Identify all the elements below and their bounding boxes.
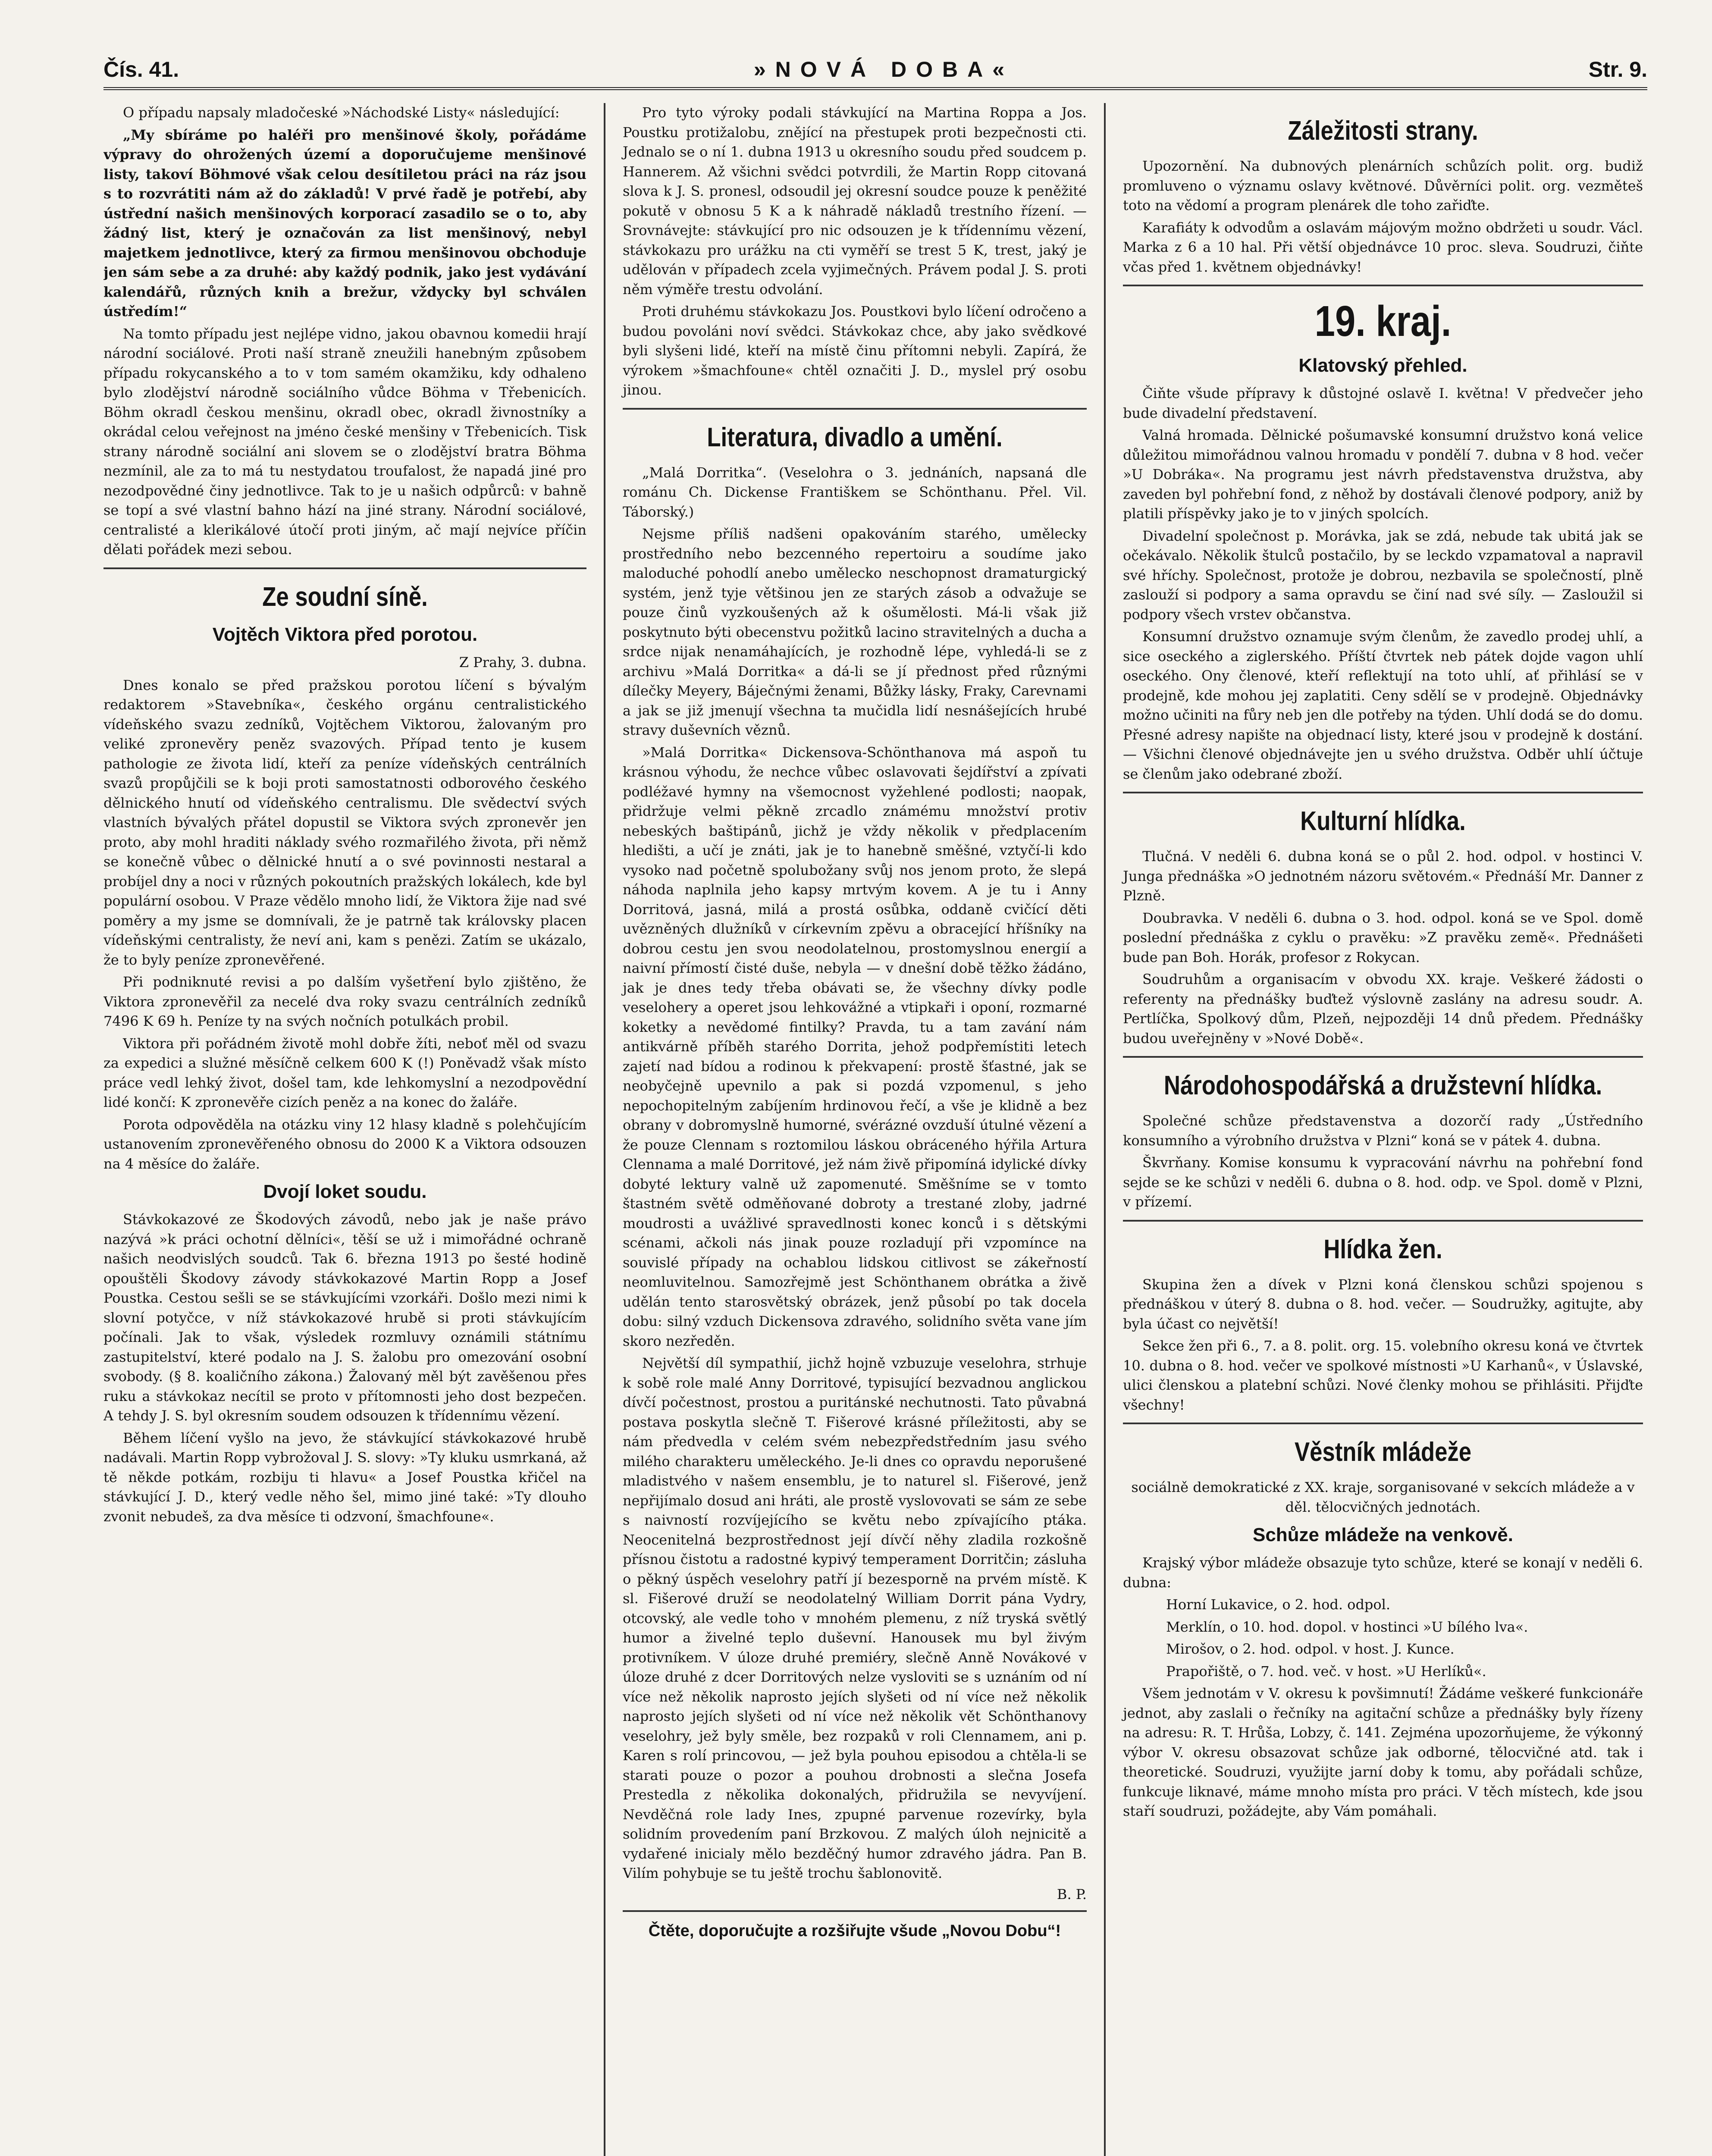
paragraph: Upozornění. Na dubnových plenárních schůzích polit. org. budiž promluveno o významu oslavy květnové. Důvěrníci polit. org. vezměteš toto na vědomí a program plenárek dle toho zařiďte. xyxy=(1123,158,1643,213)
article-title-double-standard: Dvojí loket soudu. xyxy=(263,1181,427,1202)
divider xyxy=(1123,1220,1643,1222)
column-left xyxy=(103,103,604,2156)
page-number: Str. 9. xyxy=(1588,57,1647,81)
paragraph: Škvrňany. Komise konsumu k vypracování návrhu na pohřební fond sejde se ke schůzi v neděli 6. dubna o 8. hod. odp. ve Spol. domě v Plzni, v přízemí. xyxy=(1123,1154,1643,1210)
columns xyxy=(103,103,1647,2156)
paragraph: Proti druhému stávkokazu Jos. Poustkovi bylo líčení odročeno a budou povoláni noví svědci. Stávkokaz chce, aby jako svědkové byli slyšeni lidé, kteří na místě činu přítomni nebyli. Zapírá, že výrokem »šmachfoune« chtěl označiti J. D., myslel prý osobu jinou. xyxy=(623,303,1087,398)
divider xyxy=(1123,1423,1643,1424)
paragraph: Dnes konalo se před pražskou porotou líčení s bývalým redaktorem »Stavebníka«, českého orgánu centralistického vídeňského svazu zedníků, Vojtěchem Viktorou, žalovaným pro veliké zpronevěry peněz svazových. Případ tento je kusem pathologie ze života lidí, kteří za peníze vídeňských centrálních svazů propůjčili se k boji proti samostatnosti odborového českého dělnického hnutí od vídeňského centralismu. Dle svědectví svých vlastních bývalých přátel dopustil se Viktora svých zpronevěr jen proto, aby mohl hraditi náklady svého rozmařilého života, při němž se konečně vůbec o dělnické hnutí a o své povinnosti nestaral a probíjel dny a noci v různých pokoutních pražských lokálech, kde byl populární osobou. V Praze vědělo mnoho lidí, že Viktora žije nad své poměry a my jsme se domnívali, že je patrně tak královsky placen vídeňskými centralisty, že neví ani, kam s penězi. Zatím se ukázalo, že to byly peníze zpronevěřené. xyxy=(103,677,586,968)
issue-number: Čís. 41. xyxy=(103,57,179,81)
list-item: Mirošov, o 2. hod. odpol. v host. J. Kunce. xyxy=(1166,1641,1455,1657)
paper-name: »NOVÁ DOBA« xyxy=(753,57,1014,81)
subheading-youth-meetings: Schůze mládeže na venkově. xyxy=(1252,1524,1514,1545)
divider xyxy=(1123,285,1643,286)
paragraph: Čiňte všude přípravy k důstojné oslavě I. května! V předvečer jeho bude divadelní představení. xyxy=(1123,385,1643,421)
paragraph: Pro tyto výroky podali stávkující na Martina Roppa a Jos. Poustku protižalobu, znějící na přestupek proti bezpečnosti cti. Jednalo se o ní 1. dubna 1913 u okresního soudu před soudcem p. Hannerem. Až všichni svědci potvrdili, že Martin Ropp citovaná slova k J. S. pronesl, odsoudil jej okresní soudce pouze k peněžité pokutě v obnosu 5 K a k náhradě nákladů trestního řízení. — Srovnávejte: stávkující pro nic odsouzen je k třídennímu vězení, stávkokazu pro urážku na cti vyměří se trest 5 K, trest, jaký je udělován v případech zcela vyjimečných. Právem podal J. S. proti něm výměře trestu odvolání. xyxy=(623,104,1087,298)
paragraph: Krajský výbor mládeže obsazuje tyto schůze, které se konají v neděli 6. dubna: xyxy=(1123,1554,1643,1591)
paragraph: Valná hromada. Dělnické pošumavské konsumní družstvo koná velice důležitou mimořádnou valnou hromadu v pondělí 7. dubna v 8 hod. večer »U Dobráka«. Na programu jest návrh představenstva družstva, aby zaveden byl pohřební fond, z něhož by dostávali členové podpory, aniž by platili příspěvky jako je to v jiných spolcích. xyxy=(1123,427,1643,522)
paragraph: Konsumní družstvo oznamuje svým členům, že zavedlo prodej uhlí, a sice oseckého a ziglerského. Příští čtvrtek neb pátek dojde vagon uhlí oseckého. Ony členové, kteří reflektují na toto uhlí, ať přihlásí se v prodejně, kde mohou jej zaplatiti. Ceny sdělí se v prodejně. Objednávky možno učiniti na fůry neb jen dle potřeby na týden. Uhlí dodá se do domu. Přesné adresy napište na objednací listy, které jsou v prodejně k dostání. — Všichni členové objednávejte jen u svého družstva. Odběr uhlí účtuje se členům jako odebrané zboží. xyxy=(1123,628,1643,782)
divider xyxy=(623,408,1087,410)
section-heading-region: 19. kraj. xyxy=(1314,297,1452,345)
paragraph: »Malá Dorritka« Dickensova-Schönthanova má aspoň tu krásnou výhodu, že nechce vůbec oslavovati šejdířství a zpívati podléžavé hymny na všemocnost vyžehlené podlosti; naopak, přidržuje velmi pěkně zrcadlo známému množství protiv nebeských baštipánů, jichž je vždy několik v předplacením hledišti, a učí je znáti, jak je to hanebně směšné, vztyčí-li kdo vysoko nad početně spolubožany svůj nos jenom proto, že slepá náhoda naplnila jeho kapsy mrtvým kovem. A je tu i Anny Dorritová, jasná, milá a prostá osůbka, oddaně cvičící děti uvězněných dlužníků v církevním zpěvu a obracející hříšníky na dobrou cestu jen svou neodolatelnou, prostomyslnou energií a naivní přímostí čisté duše, nebyla — v dnešní době těžko žádáno, jak je dnes tedy třeba obávati se, že všechny dívky podle veselohery a operet jsou lehkovážné a vtipkaři i oponí, rozmarné koketky a nevědomé fintilky? Pravda, tu a tam zavání nám antikvárně příběh starého Dorrita, jehož podpřemístiti letech zajetí nad bídou a rodinou k překvapení: prostě šťastné, jak se neobyčejně upevnilo a pak si pozdá vzpomenul, s jeho nepochopitelným zabíjením hrdinovou řečí, a vše je klidně a bez obrany v dobromyslně humorné, svérázné ovzduší útulné vězení a že pouze Clennam s roztomilou láskou obráceného hýřila Artura Clennama a malé Dorritové, jež nám živě připomíná idylické dívky dobyté lektury valně už zapomenuté. Směšníme se v tomto štastném světě odměňované dobroty a trestané zloby, jadrné moudrosti a uvážlivé spravedlnosti konec konců i s dětskými scénami, ačkoli nás jinak pouze rozladují při vzpomínce na souvislé případy na ochablou lidskou citlivost se zákeřností neomluvitelnou. Samozřejmě jest Schönthanem obrátka a živě udělán tento starosvětský obrázek, jenž působí po tak docela dobu: silný vzduch Dickensova zdravého, solidního světa vane jím skoro nezředěn. xyxy=(623,744,1087,1349)
paragraph: Společné schůze představenstva a dozorčí rady „Ústředního konsumního a výrobního družstva v Plzni“ koná se v pátek 4. dubna. xyxy=(1123,1112,1643,1149)
paragraph: sociálně demokratické z XX. kraje, sorganisované v sekcích mládeže a v děl. tělocvičných jednotách. xyxy=(1131,1479,1635,1515)
subheading-klatovy: Klatovský přehled. xyxy=(1298,355,1467,376)
divider xyxy=(1123,792,1643,793)
review-title: „Malá Dorritka“. (Veselohra o 3. jednáních, napsaná dle románu Ch. Dickense Františkem se Schönthanu. Přel. Vil. Táborský.) xyxy=(623,464,1087,520)
article-title-viktora: Vojtěch Viktora před porotou. xyxy=(212,624,478,645)
list-item: Merklín, o 10. hod. dopol. v hostinci »U bílého lva«. xyxy=(1166,1618,1528,1635)
paragraph: O případu napsaly mladočeské »Náchodské Listy« následující: xyxy=(123,104,560,121)
column-right xyxy=(1104,103,1643,2156)
paragraph: Při podniknuté revisi a po dalším vyšetření bylo zjištěno, že Viktora zpronevěřil za necelé dva roky svazu centrálních zedníků 7496 K 69 h. Peníze ty na svých nočních potulkách probil. xyxy=(103,974,586,1029)
divider xyxy=(1123,1056,1643,1058)
paragraph: Nejsme příliš nadšeni opakováním starého, umělecky prostředního nebo bezcenného repertoiru a soudíme jako maloduché pohodlí anebo umělecko neschopnost dramaturgický systém, jenž tyje většinou jen ze starých zásob a odvažuje se pouze činů vyzkoušených až k ošumělosti. Má-li však již poskytnuto býti obecenstvu požitků lacino stravitelných a ducha a srdce nijak nenamáhajících, je rozhodně lépe, vyhledá-li se z archivu »Malá Dorritka« a dá-li se jí přednost před různými dílečky Meyery, Báječnými ženami, Bůžky lásky, Fraky, Carevnami a jak se již jmenují všechna ta mučidla lidí nesnášejících hrubé stravy duševních věznů. xyxy=(623,526,1087,738)
quotation: „My sbíráme po haléři pro menšinové školy, pořádáme výpravy do ohrožených území a doporučujeme menšinové listy, takoví Böhmové však celou desítiletou práci na ráz jsou s to rozvrátiti nám až do základů! V prvé řadě je potřebí, aby ústřední našich menšinových korporací zasadilo se o to, aby žádný list, který je označován za list menšinový, nebyl majetkem jednotlivce, který za firmou menšinovou obchoduje jen sám sebe a za druhé: aby každý podnik, jako jest vydávání kalendářů, různých knih a brežur, vždycky byl schválen ústředím!“ xyxy=(103,126,586,320)
paragraph: Porota odpověděla na otázku viny 12 hlasy kladně s polehčujícím ustanovením zpronevěřeného obnosu do 2000 K a Viktora odsouzen na 4 měsíce do žaláře. xyxy=(103,1116,586,1172)
section-heading-party: Záležitosti strany. xyxy=(1288,116,1478,146)
section-heading-youth: Věstník mládeže xyxy=(1294,1437,1472,1467)
paragraph: Soudruhům a organisacím v obvodu XX. kraje. Veškeré žádosti o referenty na přednášky buďtež výslovně zaslány na adresu soudr. A. Pertlíčka, Spolkový dům, Plzeň, nejpozději 14 dnů předem. Přednášky budou uveřejněny v »Nové Době«. xyxy=(1123,971,1643,1047)
paragraph: Tlučná. V neděli 6. dubna koná se o půl 2. hod. odpol. v hostinci V. Junga přednáška »O jednotném názoru světovém.« Přednáší Mr. Danner z Plzně. xyxy=(1123,848,1643,904)
paragraph: Skupina žen a dívek v Plzni koná členskou schůzi spojenou s přednáškou v úterý 8. dubna o 8. hod. večer. — Soudružky, agitujte, aby byla účast co největší! xyxy=(1123,1276,1643,1332)
list-item: Horní Lukavice, o 2. hod. odpol. xyxy=(1166,1596,1391,1613)
subscription-notice: Čtěte, doporučujte a rozšiřujte všude „Novou Dobu“! xyxy=(648,1921,1061,1940)
paragraph: Sekce žen při 6., 7. a 8. polit. org. 15. volebního okresu koná ve čtvrtek 10. dubna o 8. hod. večer ve spolkové místnosti »U Karhanů«, v Úslavské, ulici členskou a platební schůzi. Nové členky mohou se přihlásiti. Přijďte všechny! xyxy=(1123,1338,1643,1413)
signature: B. P. xyxy=(1057,1886,1087,1902)
section-heading-culture: Kulturní hlídka. xyxy=(1300,806,1466,836)
column-middle xyxy=(604,103,1104,2156)
masthead xyxy=(103,47,1647,90)
paragraph: Karafiáty k odvodům a oslavám májovým možno obdržeti u soudr. Václ. Marka z 6 a 10 hal. Při větší objednávce 10 proc. sleva. Soudruzi, čiňte včas před 1. květnem objednávky! xyxy=(1123,219,1643,275)
section-heading-court: Ze soudní síně. xyxy=(262,582,428,612)
divider xyxy=(103,567,586,569)
section-heading-women: Hlídka žen. xyxy=(1323,1234,1442,1264)
paragraph: Největší díl sympathií, jichž hojně vzbuzuje veselohra, strhuje k sobě role malé Anny Dorritové, typisující bezvadnou anglickou dívčí počestnost, prostou a puritánské nechutnosti. Tato půvabná postava poskytla slečně T. Fišerové krásné příležitosti, aby se nám předvedla v celém svém nebezpředstředním jasu svého milého charakteru uměleckého. Je-li dnes co opravdu neporušené mladistvého v našem ensemblu, je to naturel sl. Fišerové, jenž nepřijímalo dosud ani hráti, ale prostě vyslovovati se sám ze sebe s naivností rozvíjejícího se květu nebo zpívajícího ptáka. Neocenitelná bezprostřednost její dívčí něhy zladila rozkošně přísnou čistotu a radostné kypivý temperament Dorritčin; zásluha o pěkný úspěch veselohry patří jí bezesporně na prvém místě. K sl. Fišerové druží se neodolatelný William Dorrit pána Vydry, otcovský, ale vedle toho v mnohém plemenu, z níž tryská světlý humor a živelné teplo duševní. Hanousek mu byl živým protivníkem. V úloze druhé premiéry, slečně Anně Novákové v úloze druhé z dcer Dorritových nelze vysloviti se s uznáním od ní více než několik naprosto jejích slyšeti od ní více než několik naprosto jejích slyšeti od ní více než několik vět Schönthanovy veselohry, jež byly směle, bez rozpaků v roli Clennamem, ani p. Karen s rolí princovou, — jež byla pouhou episodou a chtěla-li se starati pouze o pozor a pouhou drobnosti a slečna Josefa Prestedla z několika dokonalých, přidružila se nevyvíjení. Nevděčná role lady Ines, zpupné parvenue rozevírky, byla solidním provedením paní Brzkovou. Z malých úloh nejnicitě a vydařené inicialy mělo bezděčný humor zdravého jádra. Pan B. Vilím pohybuje se tu ještě trochu šablonovitě. xyxy=(623,1355,1087,1881)
paragraph: Doubravka. V neděli 6. dubna o 3. hod. odpol. koná se ve Spol. domě poslední přednáška z cyklu o pravěku: »Z pravěku země«. Přednášeti bude pan Boh. Horák, profesor z Rokycan. xyxy=(1123,909,1643,965)
section-heading-economy: Národohospodářská a družstevní hlídka. xyxy=(1163,1071,1602,1100)
paragraph: Viktora při pořádném životě mohl dobře žíti, neboť měl od svazu za expedici a služné měsíčně celkem 600 K (!) Poněvadž však místo práce vedl lehký život, došel tam, kde lehkomyslní a nezodpovědní lidé končí: K zpronevěře cizích peněz a na konec do žaláře. xyxy=(103,1035,586,1110)
paragraph: Stávkokazové ze Škodových závodů, nebo jak je naše právo nazývá »k práci ochotní dělníci«, těší se už i mimořádné ochraně našich neodvislých soudců. Tak 6. března 1913 po šesté hodině opouštěli Škodovy závody stávkokazové Martin Ropp a Josef Poustka. Cestou sešli se se stávkujícími vzorkáři. Došlo mezi nimi k slovní potyčce, v níž stávkokazové hrubě si proti stávkujícím počínali. Jak to však, výsledek rozmluvy oznámili státnímu zastupitelství, které podalo na J. S. žalobu pro omezování osobní svobody. (§ 8. koaličního zákona.) Žalovaný měl být zavěšenou přes ruku a stávkokaz necítil se proto v přítomnosti jeho dost bezpečen. A tehdy J. S. byl okresním soudem odsouzen k třídennímu vězení. xyxy=(103,1211,586,1424)
section-heading-literature: Literatura, divadlo a umění. xyxy=(707,422,1003,452)
divider xyxy=(623,1910,1087,1912)
paragraph: Během líčení vyšlo na jevo, že stávkující stávkokazové hrubě nadávali. Martin Ropp vybrožoval J. S. slovy: »Ty kluku usmrkaná, až tě někde potkám, rozbiju ti hlavu« a Josef Poustka křičel na stávkující J. D., který vedle něho šel, mimo jiné také: »Ty dlouho zvonit nebudeš, za dva měsíce ti odzvoní, šmachfoune«. xyxy=(103,1429,586,1525)
list-item: Prapořiště, o 7. hod. več. v host. »U Herlíků«. xyxy=(1166,1663,1486,1680)
dateline: Z Prahy, 3. dubna. xyxy=(459,654,586,671)
paragraph: Všem jednotám v V. okresu k povšimnutí! Žádáme veškeré funkcionáře jednot, aby zaslali o řečníky na agitační schůze a přednášky byly řízeny na adresu: R. T. Hrůša, Lobzy, č. 141. Zejména upozorňujeme, že výkonný výbor V. okresu obsazovat schůze jak odborné, tělocvičné atd. tak i theoretické. Soudruzi, využijte jarní doby k tomu, aby pořádali schůze, funkcuje liknavé, máme mnoho místa pro práci. V těch místech, kde jsou staří soudruzi, požádejte, aby Vám pomáhali. xyxy=(1123,1685,1643,1819)
paragraph: Divadelní společnost p. Morávka, jak se zdá, nebude tak ubitá jak se očekávalo. Několik štulců postačilo, by se leckdo vzpamatoval a napravil své hříchy. Společnost, protože je dobrou, nezbavila se společností, plně zaslouží si podpory a sama opravdu se činí nad své síly. — Zasloužil si podpory všech vrstev občanstva. xyxy=(1123,527,1643,623)
paragraph: Na tomto případu jest nejlépe vidno, jakou obavnou komedii hrají národní sociálové. Proti naší straně zneužili hanebným způsobem případu rokycanského a to v tom samém okamžiku, kdy odhaleno bylo zlodějství národně sociálního vůdce Böhma v Třebenicích. Böhm okradl českou menšinu, okradl obec, okradl živnostníky a okrádal celou veřejnost na jméno české menšiny v Třebenicích. Tisk strany národně sociální ani slovem se o zlodějství bratra Böhma nezmínil, ale za to má tu nestydatou troufalost, že napadá jiné pro nezodpovědné činy jednotlivce. Tak to je u našich odpůrců: v bahně se topí a své vlastní bahno hází na jiné strany. Národní sociálové, centralisté a klerikálové útočí proti jiným, ač mají nejvíce příčin dělati pořádek mezi sebou. xyxy=(103,325,586,558)
